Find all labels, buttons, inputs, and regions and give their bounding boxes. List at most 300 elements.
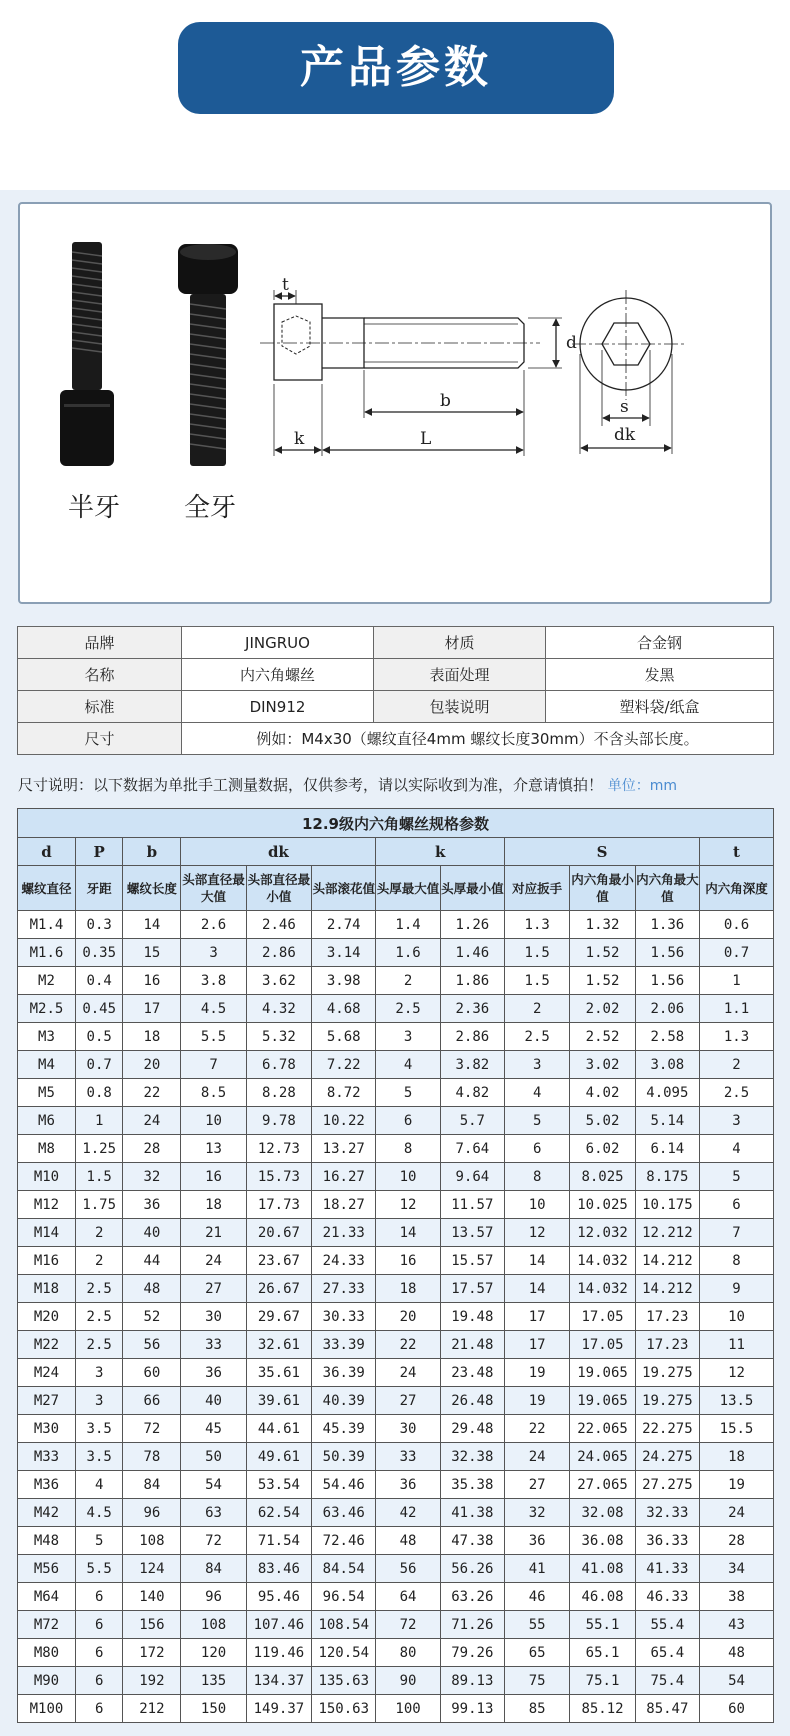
table-cell: 150.63 [312,1695,376,1723]
table-cell: 17.23 [635,1303,699,1331]
size-note-text: 尺寸说明：以下数据为单批手工测量数据，仅供参考，请以实际收到为准，介意请慎拍！ [18,776,604,794]
column-header: 内六角深度 [700,866,774,911]
half-thread-label: 半牙 [68,493,121,523]
table-cell: 2.5 [75,1331,122,1359]
table-cell: 64 [376,1583,440,1611]
table-cell: 27.33 [312,1275,376,1303]
table-cell: 8.025 [570,1163,635,1191]
table-cell: M5 [18,1079,76,1107]
table-cell: 20.67 [246,1219,311,1247]
table-cell: 8 [700,1247,774,1275]
table-cell: 24 [700,1499,774,1527]
table-cell: 46.08 [570,1583,635,1611]
table-cell: 56 [123,1331,181,1359]
table-row [18,1583,774,1611]
table-cell: 5 [75,1527,122,1555]
table-cell: 36.33 [635,1527,699,1555]
table-cell: 17.05 [570,1303,635,1331]
table-cell: 0.35 [75,939,122,967]
table-cell: 63.46 [312,1499,376,1527]
table-cell: 24.065 [570,1443,635,1471]
table-cell: 49.61 [246,1443,311,1471]
group-header: dk [181,838,376,866]
table-cell: 24.33 [312,1247,376,1275]
table-cell: 2.02 [570,995,635,1023]
table-cell: M27 [18,1387,76,1415]
table-cell: 124 [123,1555,181,1583]
page-title: 产品参数 [178,22,614,114]
table-cell: 19.065 [570,1387,635,1415]
table-cell: M42 [18,1499,76,1527]
group-header: t [700,838,774,866]
table-row [18,911,774,939]
table-cell: 32 [123,1163,181,1191]
info-value: 发黑 [546,659,774,691]
table-cell: 149.37 [246,1695,311,1723]
table-cell: 18 [700,1443,774,1471]
table-cell: 14.212 [635,1275,699,1303]
table-cell: 2 [376,967,440,995]
table-cell: 2.5 [75,1275,122,1303]
spec-table-body [18,911,774,1723]
table-cell: 84 [123,1471,181,1499]
table-cell: 71.54 [246,1527,311,1555]
table-cell: 27 [181,1275,246,1303]
info-label: 包装说明 [374,691,546,723]
table-cell: 0.7 [75,1051,122,1079]
table-cell: M36 [18,1471,76,1499]
info-value: DIN912 [182,691,374,723]
table-cell: 6 [75,1667,122,1695]
table-cell: 2.5 [504,1023,569,1051]
table-cell: M48 [18,1527,76,1555]
table-cell: 36 [181,1359,246,1387]
table-cell: 0.7 [700,939,774,967]
table-cell: 27 [376,1387,440,1415]
table-cell: 212 [123,1695,181,1723]
table-cell: 5.5 [75,1555,122,1583]
table-cell: 3.98 [312,967,376,995]
table-cell: 34 [700,1555,774,1583]
table-cell: 8.72 [312,1079,376,1107]
table-cell: 12 [504,1219,569,1247]
table-cell: 50.39 [312,1443,376,1471]
table-row [18,1023,774,1051]
table-cell: 10 [376,1163,440,1191]
table-cell: 1.56 [635,939,699,967]
table-row [18,1275,774,1303]
table-cell: 33 [181,1331,246,1359]
table-cell: 7.22 [312,1051,376,1079]
dim-label-L: L [420,429,432,449]
table-cell: M100 [18,1695,76,1723]
table-cell: 22.275 [635,1415,699,1443]
table-cell: 10.025 [570,1191,635,1219]
table-cell: 100 [376,1695,440,1723]
table-cell: 42 [376,1499,440,1527]
table-cell: 27.275 [635,1471,699,1499]
table-cell: 6 [376,1107,440,1135]
table-cell: 6.78 [246,1051,311,1079]
table-cell: 1.3 [700,1023,774,1051]
table-cell: 5 [504,1107,569,1135]
dim-label-dk: dk [614,425,636,445]
table-cell: 56 [376,1555,440,1583]
table-cell: 12.212 [635,1219,699,1247]
group-header: b [123,838,181,866]
info-label: 名称 [18,659,182,691]
table-cell: 10.175 [635,1191,699,1219]
table-cell: 1 [75,1107,122,1135]
table-cell: 19.275 [635,1359,699,1387]
table-cell: 1.86 [440,967,504,995]
table-cell: 72 [123,1415,181,1443]
table-cell: 60 [700,1695,774,1723]
table-cell: 85.12 [570,1695,635,1723]
table-cell: 96.54 [312,1583,376,1611]
table-cell: 0.5 [75,1023,122,1051]
group-header: S [504,838,699,866]
table-cell: 16 [123,967,181,995]
column-header: 对应扳手 [504,866,569,911]
table-cell: 4.02 [570,1079,635,1107]
table-cell: 19.275 [635,1387,699,1415]
table-row [18,1387,774,1415]
table-cell: 45.39 [312,1415,376,1443]
table-cell: 2.06 [635,995,699,1023]
table-cell: 1.3 [504,911,569,939]
table-row [18,1527,774,1555]
table-cell: 134.37 [246,1667,311,1695]
table-cell: 36 [376,1471,440,1499]
table-cell: 48 [123,1275,181,1303]
table-cell: 29.48 [440,1415,504,1443]
table-cell: 3 [181,939,246,967]
table-cell: 2.86 [246,939,311,967]
table-cell: M33 [18,1443,76,1471]
product-info-table [17,626,774,755]
table-cell: 36.39 [312,1359,376,1387]
table-cell: 0.3 [75,911,122,939]
table-cell: 2 [504,995,569,1023]
table-cell: 5.02 [570,1107,635,1135]
table-cell: 72 [376,1611,440,1639]
table-cell: M64 [18,1583,76,1611]
table-cell: 41.33 [635,1555,699,1583]
column-header: 内六角最小值 [570,866,635,911]
table-cell: 0.4 [75,967,122,995]
table-cell: 72.46 [312,1527,376,1555]
table-cell: 2.86 [440,1023,504,1051]
table-cell: 16 [181,1163,246,1191]
table-cell: 18 [376,1275,440,1303]
table-cell: 90 [376,1667,440,1695]
table-cell: 2 [75,1247,122,1275]
table-cell: 120.54 [312,1639,376,1667]
full-thread-bolt-photo [178,244,238,523]
table-cell: 40 [181,1387,246,1415]
table-cell: M1.4 [18,911,76,939]
table-cell: 8.175 [635,1163,699,1191]
column-header: 头厚最大值 [376,866,440,911]
table-cell: 120 [181,1639,246,1667]
info-row [18,723,774,755]
table-row [18,1079,774,1107]
table-cell: M2 [18,967,76,995]
table-cell: 6.02 [570,1135,635,1163]
spec-group-header-row [18,838,774,866]
table-cell: 50 [181,1443,246,1471]
table-cell: 27.065 [570,1471,635,1499]
table-cell: 3.62 [246,967,311,995]
table-cell: 41.38 [440,1499,504,1527]
table-cell: 15.57 [440,1247,504,1275]
table-cell: M30 [18,1415,76,1443]
table-cell: 2.36 [440,995,504,1023]
table-row [18,1219,774,1247]
table-cell: 5.32 [246,1023,311,1051]
table-cell: M90 [18,1667,76,1695]
table-cell: M4 [18,1051,76,1079]
info-value: JINGRUO [182,627,374,659]
table-cell: 2 [700,1051,774,1079]
dim-label-s: s [620,397,629,417]
table-cell: 85.47 [635,1695,699,1723]
table-cell: 35.61 [246,1359,311,1387]
table-cell: 192 [123,1667,181,1695]
table-cell: 5.5 [181,1023,246,1051]
table-cell: 2.6 [181,911,246,939]
table-cell: 36 [504,1527,569,1555]
size-label: 尺寸 [18,723,182,755]
info-label: 品牌 [18,627,182,659]
column-header: 头部直径最小值 [246,866,311,911]
table-cell: 19.48 [440,1303,504,1331]
table-cell: 3 [75,1387,122,1415]
half-thread-bolt-photo [60,242,120,523]
dim-label-d: d [566,333,577,353]
table-cell: 62.54 [246,1499,311,1527]
dim-label-t: t [282,275,289,295]
table-cell: 72 [181,1527,246,1555]
table-cell: 2 [75,1219,122,1247]
table-cell: 5.7 [440,1107,504,1135]
table-cell: 11 [700,1331,774,1359]
table-cell: 78 [123,1443,181,1471]
table-cell: 6 [75,1583,122,1611]
table-cell: 10.22 [312,1107,376,1135]
table-cell: 75 [504,1667,569,1695]
table-cell: M22 [18,1331,76,1359]
table-cell: 3.5 [75,1443,122,1471]
table-cell: 48 [700,1639,774,1667]
table-cell: 6.14 [635,1135,699,1163]
table-cell: M10 [18,1163,76,1191]
dim-label-k: k [294,429,305,449]
table-row [18,1135,774,1163]
table-cell: 5.68 [312,1023,376,1051]
table-cell: 22 [123,1079,181,1107]
table-row [18,1695,774,1723]
table-cell: 4 [376,1051,440,1079]
table-row [18,1471,774,1499]
table-cell: 1.25 [75,1135,122,1163]
table-cell: 54 [181,1471,246,1499]
table-cell: M20 [18,1303,76,1331]
table-cell: 48 [376,1527,440,1555]
table-cell: 96 [123,1499,181,1527]
table-cell: 4.095 [635,1079,699,1107]
info-row [18,659,774,691]
table-cell: 33 [376,1443,440,1471]
table-cell: 55.4 [635,1611,699,1639]
table-cell: 1.4 [376,911,440,939]
group-header: k [376,838,505,866]
column-header: 内六角最大值 [635,866,699,911]
table-cell: 135.63 [312,1667,376,1695]
table-cell: 19 [504,1359,569,1387]
table-row [18,939,774,967]
table-row [18,967,774,995]
table-cell: 32.08 [570,1499,635,1527]
table-cell: 6 [75,1695,122,1723]
table-row [18,1051,774,1079]
table-cell: 6 [504,1135,569,1163]
table-cell: 1.75 [75,1191,122,1219]
size-value: 例如：M4x30（螺纹直径4mm 螺纹长度30mm）不含头部长度。 [182,723,774,755]
spec-table-caption: 12.9级内六角螺丝规格参数 [18,809,774,838]
table-cell: 16.27 [312,1163,376,1191]
table-cell: 3 [504,1051,569,1079]
table-cell: 32.33 [635,1499,699,1527]
info-label: 标准 [18,691,182,723]
column-header: 头部直径最大值 [181,866,246,911]
table-cell: 13.5 [700,1387,774,1415]
table-cell: 3 [700,1107,774,1135]
table-cell: 11.57 [440,1191,504,1219]
table-cell: 63 [181,1499,246,1527]
table-row [18,1611,774,1639]
table-cell: 21 [181,1219,246,1247]
table-cell: 79.26 [440,1639,504,1667]
table-cell: 55 [504,1611,569,1639]
table-cell: 3.14 [312,939,376,967]
table-row [18,1639,774,1667]
column-header: 螺纹长度 [123,866,181,911]
info-value: 内六角螺丝 [182,659,374,691]
table-row [18,1247,774,1275]
table-cell: 46 [504,1583,569,1611]
table-cell: 54 [700,1667,774,1695]
table-cell: 17.05 [570,1331,635,1359]
table-cell: M16 [18,1247,76,1275]
table-cell: 44.61 [246,1415,311,1443]
table-cell: 15.5 [700,1415,774,1443]
table-cell: 95.46 [246,1583,311,1611]
table-cell: 4 [75,1471,122,1499]
table-cell: 15.73 [246,1163,311,1191]
table-cell: 108 [123,1527,181,1555]
table-cell: 140 [123,1583,181,1611]
table-cell: 135 [181,1667,246,1695]
table-cell: 19.065 [570,1359,635,1387]
table-cell: 46.33 [635,1583,699,1611]
table-cell: 32 [504,1499,569,1527]
size-note [18,774,677,795]
table-cell: 19 [504,1387,569,1415]
table-cell: 7.64 [440,1135,504,1163]
table-cell: 17 [504,1303,569,1331]
table-cell: 0.8 [75,1079,122,1107]
table-cell: 4.5 [75,1499,122,1527]
table-cell: M24 [18,1359,76,1387]
table-cell: 1.5 [75,1163,122,1191]
table-cell: 4 [700,1135,774,1163]
table-row [18,1443,774,1471]
table-cell: 41 [504,1555,569,1583]
table-cell: 17.23 [635,1331,699,1359]
table-cell: 10 [181,1107,246,1135]
spec-table [17,808,774,1723]
table-cell: 26.67 [246,1275,311,1303]
table-cell: 21.48 [440,1331,504,1359]
table-cell: 26.48 [440,1387,504,1415]
table-cell: 36 [123,1191,181,1219]
table-cell: 7 [700,1219,774,1247]
table-cell: 1.36 [635,911,699,939]
table-cell: 65.1 [570,1639,635,1667]
table-cell: 80 [376,1639,440,1667]
table-cell: 75.1 [570,1667,635,1695]
table-cell: 75.4 [635,1667,699,1695]
table-cell: 24 [123,1107,181,1135]
side-view-drawing [260,290,562,456]
column-header: 头厚最小值 [440,866,504,911]
table-cell: 65 [504,1639,569,1667]
table-cell: 28 [123,1135,181,1163]
table-row [18,1499,774,1527]
table-cell: 17 [123,995,181,1023]
table-row [18,995,774,1023]
table-row [18,1359,774,1387]
table-cell: 14 [123,911,181,939]
table-cell: 1.56 [635,967,699,995]
table-row [18,1415,774,1443]
table-cell: 10 [504,1191,569,1219]
table-cell: 150 [181,1695,246,1723]
table-cell: 13.57 [440,1219,504,1247]
table-cell: 22 [504,1415,569,1443]
table-cell: 30.33 [312,1303,376,1331]
table-cell: 22.065 [570,1415,635,1443]
table-cell: 38 [700,1583,774,1611]
table-cell: 17.57 [440,1275,504,1303]
table-cell: 13.27 [312,1135,376,1163]
table-cell: 32.61 [246,1331,311,1359]
table-cell: 2.58 [635,1023,699,1051]
table-cell: 2.5 [700,1079,774,1107]
table-cell: 30 [181,1303,246,1331]
table-cell: M56 [18,1555,76,1583]
table-cell: 66 [123,1387,181,1415]
table-cell: 8 [504,1163,569,1191]
table-cell: 56.26 [440,1555,504,1583]
title-section [0,0,790,190]
product-illustration [20,204,770,602]
table-cell: 12 [700,1359,774,1387]
table-cell: 3.08 [635,1051,699,1079]
table-cell: 15 [123,939,181,967]
